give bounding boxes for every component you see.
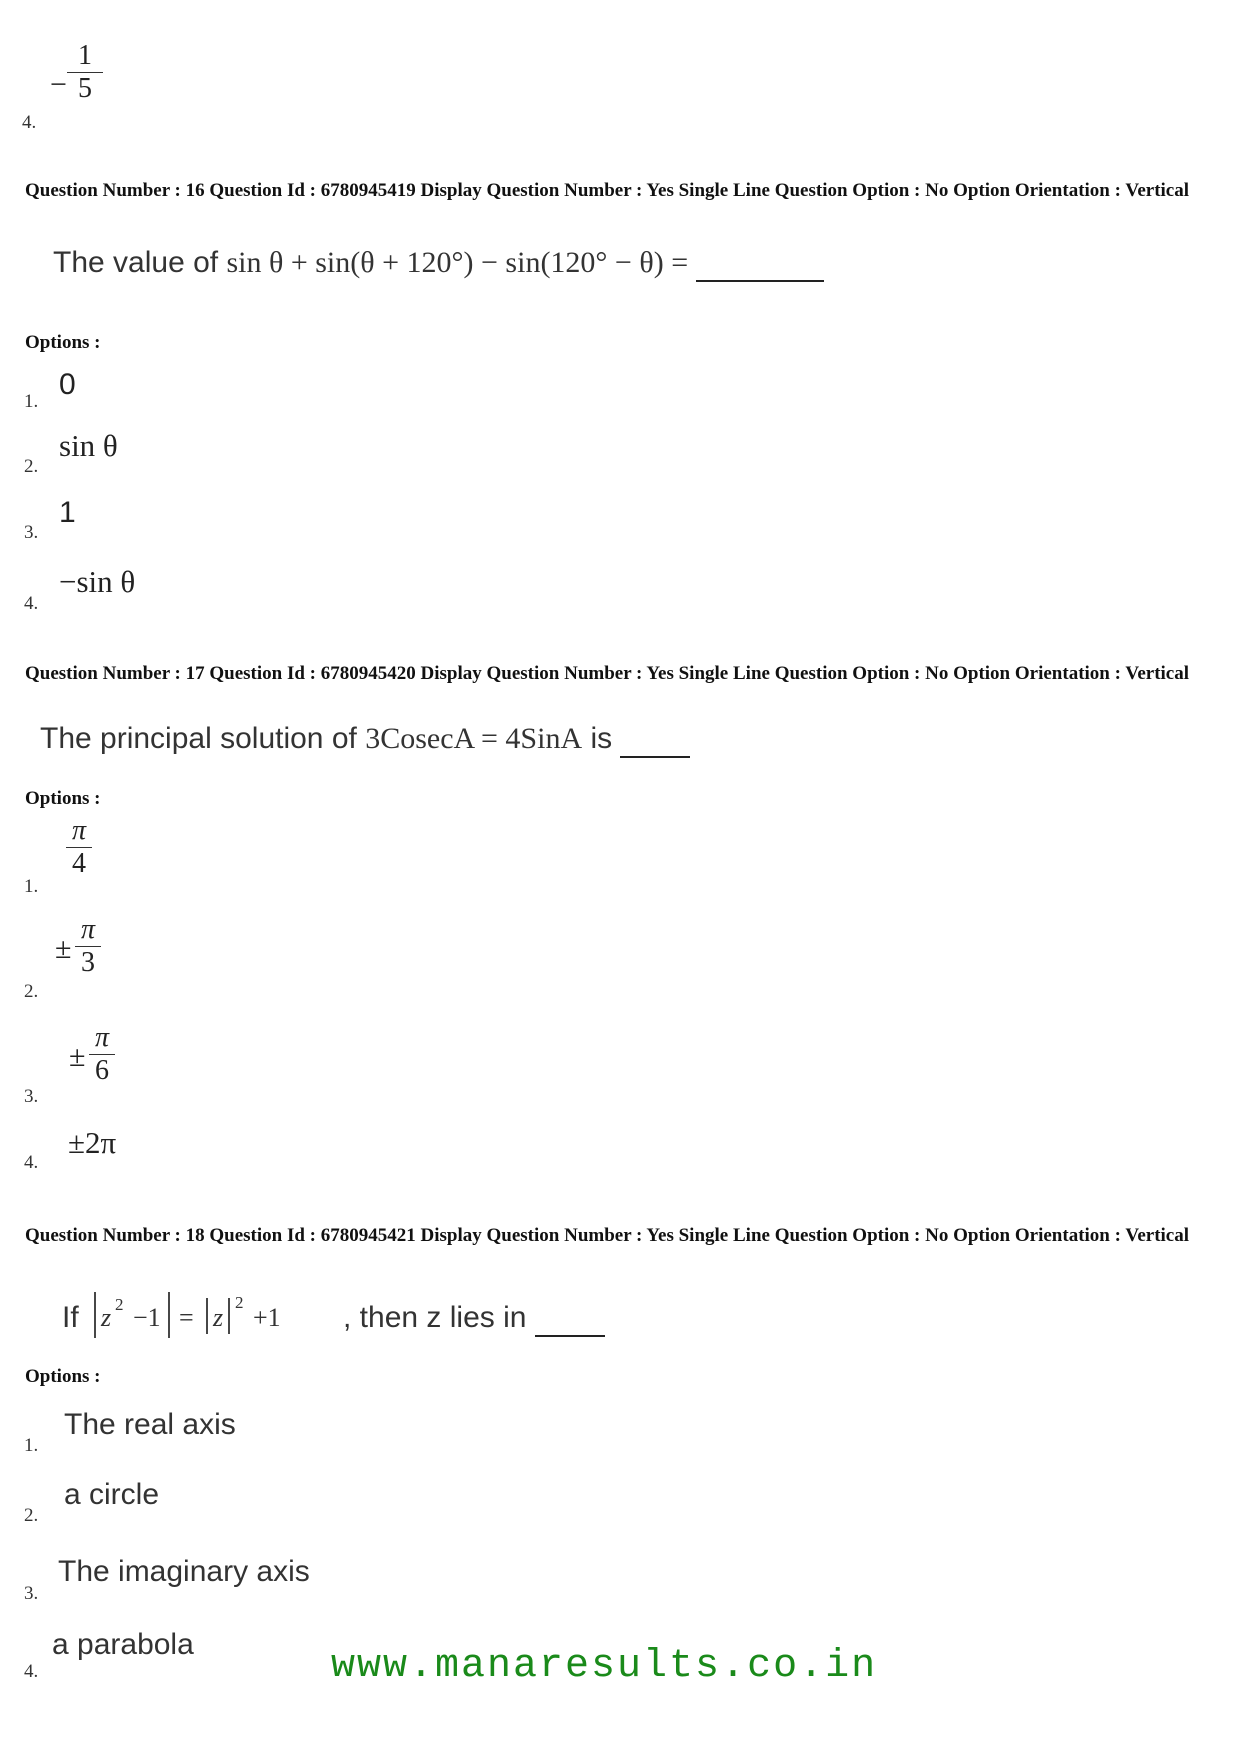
option-number: 3. <box>24 1583 39 1604</box>
option-value: The imaginary axis <box>58 1555 310 1588</box>
option-sign: ± <box>69 1040 86 1073</box>
option-sign: ± <box>55 932 72 965</box>
fraction-denominator: 6 <box>95 1055 110 1086</box>
answer-blank <box>535 1301 605 1337</box>
svg-text:+1: +1 <box>253 1303 281 1332</box>
prev-option-fraction <box>67 40 103 105</box>
modulus-equation-formula <box>87 1290 343 1340</box>
option-value: ±2π <box>68 1125 117 1160</box>
question-text <box>62 1290 605 1340</box>
option-number: 1. <box>24 1435 39 1456</box>
question-text-prefix: If <box>62 1300 88 1334</box>
option-number: 2. <box>24 456 39 477</box>
options-label: Options : <box>25 788 101 809</box>
svg-text:z: z <box>213 1303 224 1332</box>
fraction-numerator: π <box>89 1022 115 1055</box>
svg-text:−1: −1 <box>133 1303 161 1332</box>
watermark-url: www.manaresults.co.in <box>331 1644 878 1689</box>
option-value: a parabola <box>52 1628 194 1661</box>
question-header: Question Number : 17 Question Id : 6780945420 Display Question Number : Yes Single Line Question Option : No Option Orientation : Vertical <box>25 663 1190 684</box>
question-header: Question Number : 16 Question Id : 6780945419 Display Question Number : Yes Single Line Question Option : No Option Orientation : Vertical <box>25 180 1190 201</box>
fraction-numerator: π <box>66 815 92 848</box>
option-value: −sin θ <box>59 564 136 599</box>
fraction-denominator: 3 <box>81 947 96 978</box>
question-math: sin θ + sin(θ + 120°) − sin(120° − θ) = <box>226 246 689 279</box>
option-number: 2. <box>24 981 39 1002</box>
option-fraction <box>66 815 92 880</box>
option-number: 4. <box>24 1661 39 1682</box>
question-text <box>53 246 824 282</box>
svg-text:2: 2 <box>235 1293 244 1312</box>
fraction-denominator: 4 <box>72 848 87 879</box>
answer-blank <box>696 246 824 282</box>
option-number: 1. <box>24 876 39 897</box>
answer-blank <box>620 722 690 758</box>
option-value: 1 <box>59 496 76 529</box>
option-number: 1. <box>24 391 39 412</box>
svg-text:=: = <box>179 1303 194 1332</box>
option-number: 3. <box>24 522 39 543</box>
option-value: a circle <box>64 1478 160 1511</box>
option-number: 4. <box>24 593 39 614</box>
question-text-suffix: is <box>582 722 613 755</box>
option-number: 2. <box>24 1505 39 1526</box>
question-math: 3CosecA = 4SinA <box>365 722 583 755</box>
svg-text:2: 2 <box>115 1295 124 1314</box>
question-header: Question Number : 18 Question Id : 6780945421 Display Question Number : Yes Single Line Question Option : No Option Orientation : Vertical <box>25 1225 1190 1246</box>
question-text <box>40 722 690 758</box>
svg-text:z: z <box>101 1303 112 1332</box>
options-label: Options : <box>25 332 101 353</box>
options-label: Options : <box>25 1366 101 1387</box>
option-value: sin θ <box>59 428 118 463</box>
prev-option-sign: − <box>50 68 67 101</box>
option-value: 0 <box>59 368 76 401</box>
option-number: 3. <box>24 1086 39 1107</box>
fraction-numerator: π <box>75 914 101 947</box>
question-text-prefix: The value of <box>53 246 227 279</box>
option-number: 4. <box>22 112 37 133</box>
question-text-prefix: The principal solution of <box>40 722 366 755</box>
option-number: 4. <box>24 1152 39 1173</box>
option-fraction <box>75 914 101 979</box>
fraction-numerator: 1 <box>67 40 103 73</box>
fraction-denominator: 5 <box>78 73 92 104</box>
question-text-suffix: , then z lies in <box>343 1300 527 1334</box>
option-value: The real axis <box>64 1408 236 1441</box>
option-fraction <box>89 1022 115 1087</box>
